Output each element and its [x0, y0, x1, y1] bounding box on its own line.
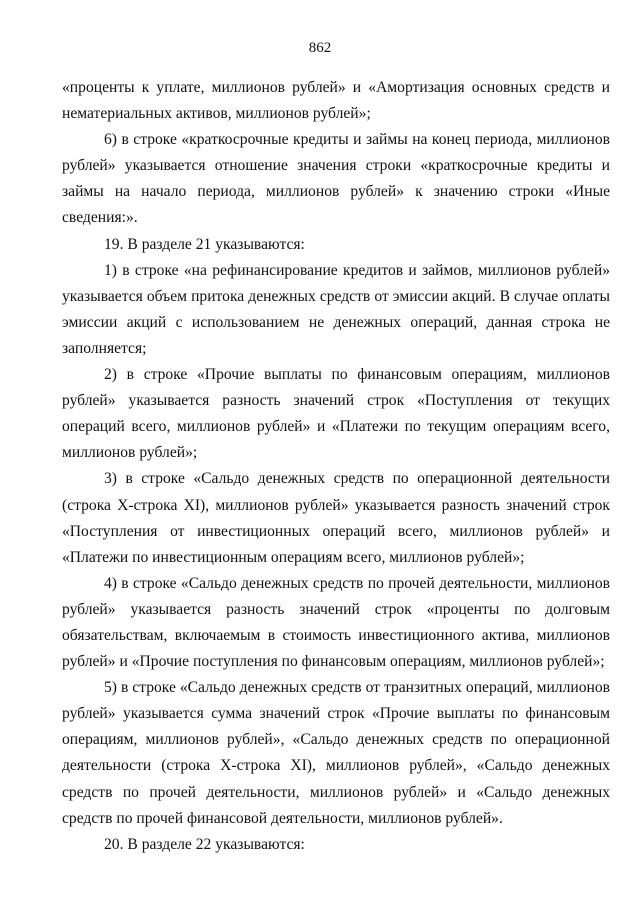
paragraph-item-4: 4) в строке «Сальдо денежных средств по прочей деятельности, миллионов рублей» указывается разность значений строк «проценты по долговым обязательствам, включаемым в стоимость инвестиционного актива, миллионов рублей» и «Прочие поступления по финансовым операциям, миллионов рублей»;	[62, 574, 610, 671]
document-body	[62, 75, 610, 858]
page-number: 862	[308, 40, 332, 56]
paragraph-section-19: 19. В разделе 21 указываются:	[104, 235, 305, 253]
paragraph-section-20: 20. В разделе 22 указываются:	[104, 835, 305, 853]
paragraph-item-1: 1) в строке «на рефинансирование кредитов и займов, миллионов рублей» указывается объем притока денежных средств от эмиссии акций. В случае оплаты эмиссии акций с использованием не денежных операций, данная строка не заполняется;	[62, 261, 610, 357]
paragraph-item-3: 3) в строке «Сальдо денежных средств по операционной деятельности (строка X-строка XI), миллионов рублей» указывается разность значений строк «Поступления от инвестиционных операций всего, миллионов рублей» и «Платежи по инвестиционным операциям всего, миллионов рублей»;	[62, 470, 610, 566]
paragraph-item-2: 2) в строке «Прочие выплаты по финансовым операциям, миллионов рублей» указывается разность значений строк «Поступления от текущих операций всего, миллионов рублей» и «Платежи по текущим операциям всего, миллионов рублей»;	[62, 366, 610, 462]
paragraph-item-6: 6) в строке «краткосрочные кредиты и займы на конец периода, миллионов рублей» указывается отношение значения строки «краткосрочные кредиты и займы на начало периода, миллионов рублей» к значению строки «Иные сведения:».	[62, 131, 610, 227]
paragraph-continuation: «проценты к уплате, миллионов рублей» и «Амортизация основных средств и нематериальных активов, миллионов рублей»;	[62, 79, 610, 123]
paragraph-item-5: 5) в строке «Сальдо денежных средств от транзитных операций, миллионов рублей» указывается сумма значений строк «Прочие выплаты по финансовым операциям, миллионов рублей», «Сальдо денежных средств по операционной деятельности (строка X-строка XI), миллионов рублей», «Сальдо денежных средств по прочей деятельности, миллионов рублей» и «Сальдо денежных средств по прочей финансовой деятельности, миллионов рублей».	[62, 679, 610, 827]
